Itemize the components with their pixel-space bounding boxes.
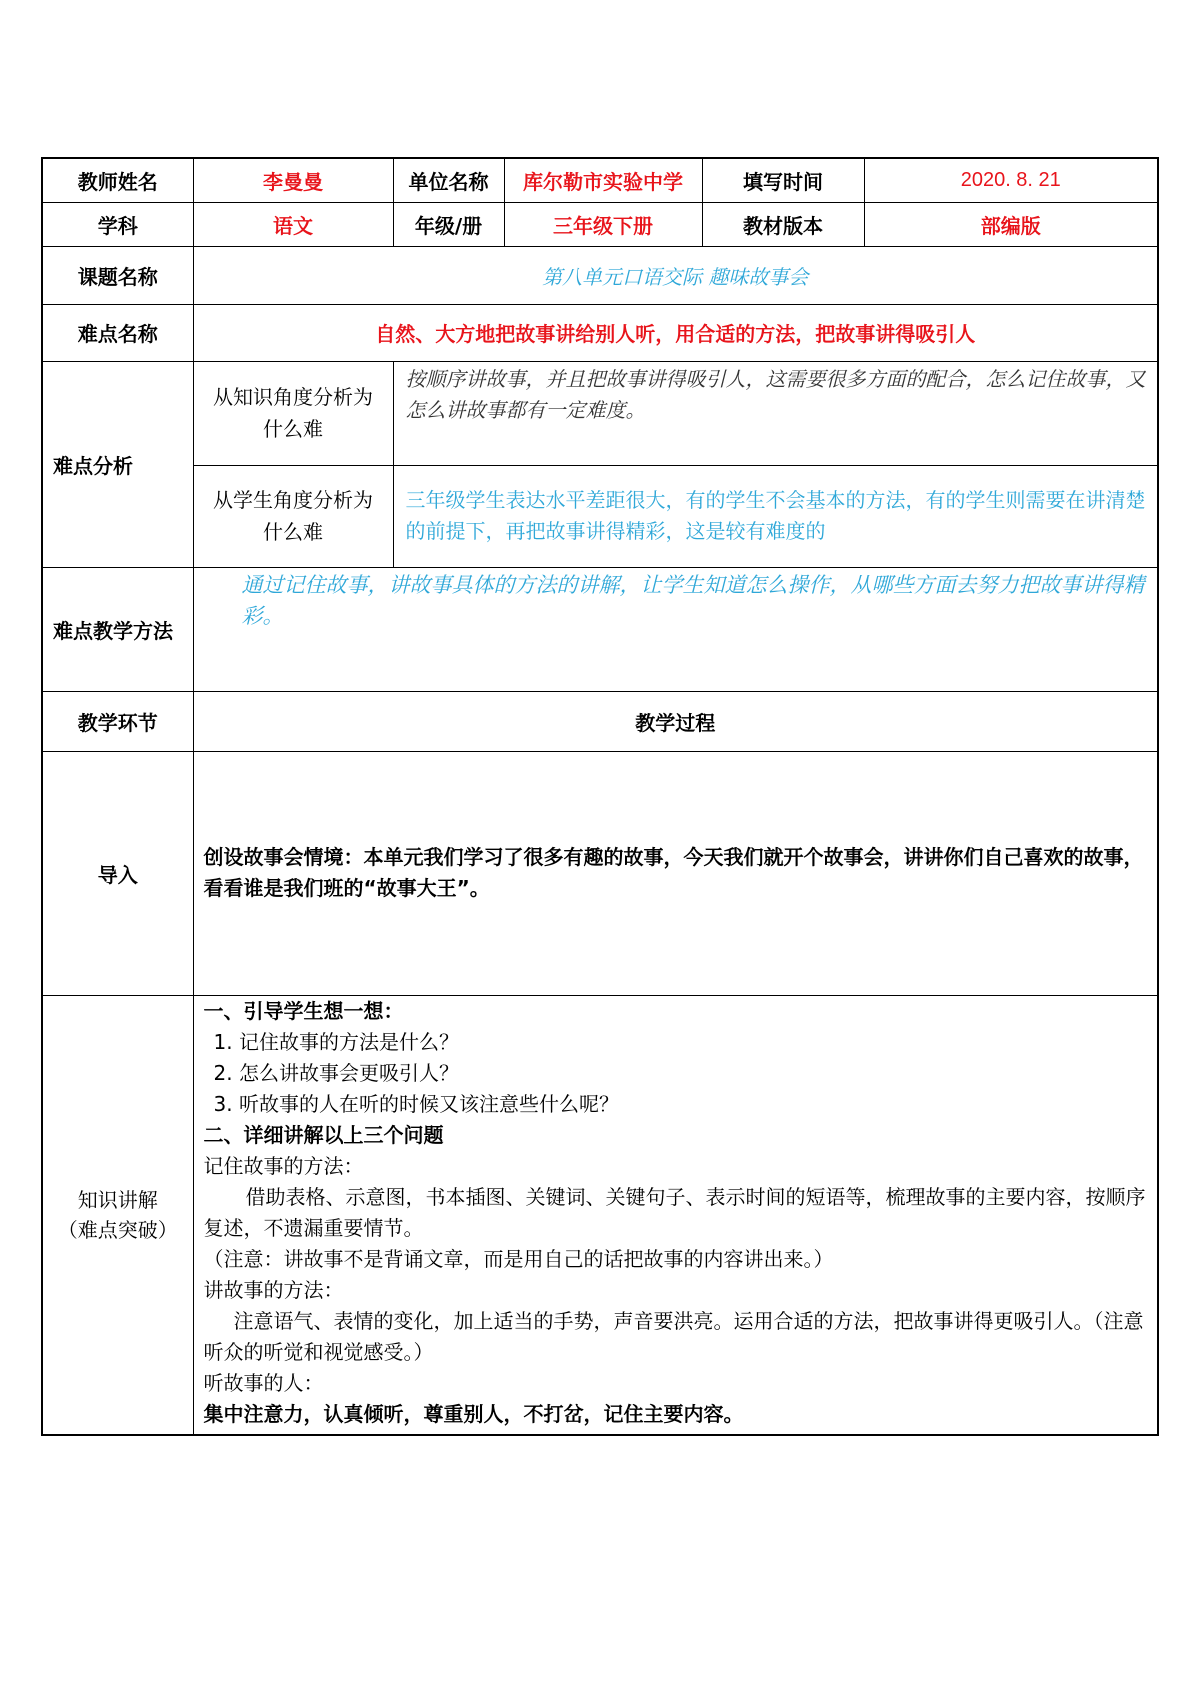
- date-value: 2020. 8. 21: [864, 158, 1158, 202]
- process-value: 教学过程: [193, 691, 1158, 751]
- knowledge-line: 1. 记住故事的方法是什么？: [213, 1029, 459, 1054]
- teacher-value: 李曼曼: [193, 158, 393, 202]
- edition-label: 教材版本: [702, 202, 864, 246]
- topic-row: [42, 246, 1158, 304]
- knowledge-line: 讲故事的方法：: [203, 1277, 344, 1302]
- knowledge-line: 听故事的人：: [203, 1370, 324, 1395]
- knowledge-angle-label-line1: 从知识角度分析为: [213, 385, 373, 409]
- header-row-1: [42, 158, 1158, 202]
- knowledge-angle-label: [193, 361, 393, 465]
- difficulty-row: [42, 304, 1158, 361]
- knowledge-line: 注意语气、表情的变化，加上适当的手势，声音要洪亮。运用合适的方法，把故事讲得更吸引人。（注意听众的听觉和视觉感受。）: [203, 1308, 1144, 1364]
- student-angle-label-line1: 从学生角度分析为: [213, 488, 373, 512]
- method-row: [42, 567, 1158, 691]
- process-label: 教学环节: [42, 691, 193, 751]
- grade-value: 三年级下册: [504, 202, 702, 246]
- subject-value: 语文: [193, 202, 393, 246]
- unit-value: 库尔勒市实验中学: [504, 158, 702, 202]
- knowledge-label: [42, 995, 193, 1435]
- knowledge-label-line2: （难点突破）: [57, 1217, 178, 1242]
- date-label: 填写时间: [702, 158, 864, 202]
- method-text: 通过记住故事，讲故事具体的方法的讲解，让学生知道怎么操作，从哪些方面去努力把故事讲得精彩。: [193, 567, 1158, 691]
- topic-value: 第八单元口语交际 趣味故事会: [193, 246, 1158, 304]
- method-label: 难点教学方法: [42, 567, 193, 691]
- analysis-label: 难点分析: [42, 361, 193, 567]
- grade-label: 年级/册: [393, 202, 504, 246]
- knowledge-line: 3. 听故事的人在听的时候又该注意些什么呢？: [213, 1091, 619, 1116]
- edition-value: 部编版: [864, 202, 1158, 246]
- knowledge-line: 集中注意力，认真倾听，尊重别人，不打岔，记住主要内容。: [203, 1401, 744, 1426]
- teacher-label: 教师姓名: [42, 158, 193, 202]
- difficulty-label: 难点名称: [42, 304, 193, 361]
- knowledge-line: （注意：讲故事不是背诵文章，而是用自己的话把故事的内容讲出来。）: [203, 1246, 834, 1271]
- lesson-plan-table: [41, 157, 1159, 1436]
- knowledge-line: 借助表格、示意图，书本插图、关键词、关键句子、表示时间的短语等，梳理故事的主要内容，按顺序复述，不遗漏重要情节。: [203, 1184, 1146, 1240]
- lesson-plan-sheet: [41, 157, 1157, 1436]
- knowledge-line: 二、详细讲解以上三个问题: [203, 1122, 444, 1147]
- topic-label: 课题名称: [42, 246, 193, 304]
- process-row: [42, 691, 1158, 751]
- student-angle-label: [193, 465, 393, 567]
- subject-label: 学科: [42, 202, 193, 246]
- knowledge-line: 2. 怎么讲故事会更吸引人？: [213, 1060, 459, 1085]
- analysis-knowledge-row: [42, 361, 1158, 465]
- knowledge-angle-text: 按顺序讲故事，并且把故事讲得吸引人，这需要很多方面的配合，怎么记住故事，又怎么讲故事都有一定难度。: [393, 361, 1158, 465]
- intro-label: 导入: [42, 751, 193, 995]
- difficulty-value: 自然、大方地把故事讲给别人听，用合适的方法，把故事讲得吸引人: [193, 304, 1158, 361]
- student-angle-label-line2: 什么难: [263, 520, 323, 544]
- intro-text: 创设故事会情境：本单元我们学习了很多有趣的故事，今天我们就开个故事会，讲讲你们自己喜欢的故事，看看谁是我们班的“故事大王”。: [193, 751, 1158, 995]
- knowledge-line: 一、引导学生想一想：: [203, 998, 404, 1023]
- analysis-student-row: [42, 465, 1158, 567]
- intro-row: [42, 751, 1158, 995]
- knowledge-row: [42, 995, 1158, 1435]
- knowledge-label-line1: 知识讲解: [77, 1187, 158, 1212]
- unit-label: 单位名称: [393, 158, 504, 202]
- knowledge-angle-label-line2: 什么难: [263, 417, 323, 441]
- student-angle-text: 三年级学生表达水平差距很大，有的学生不会基本的方法，有的学生则需要在讲清楚的前提下，再把故事讲得精彩，这是较有难度的: [393, 465, 1158, 567]
- knowledge-content: [193, 995, 1158, 1435]
- header-row-2: [42, 202, 1158, 246]
- knowledge-line: 记住故事的方法：: [203, 1153, 364, 1178]
